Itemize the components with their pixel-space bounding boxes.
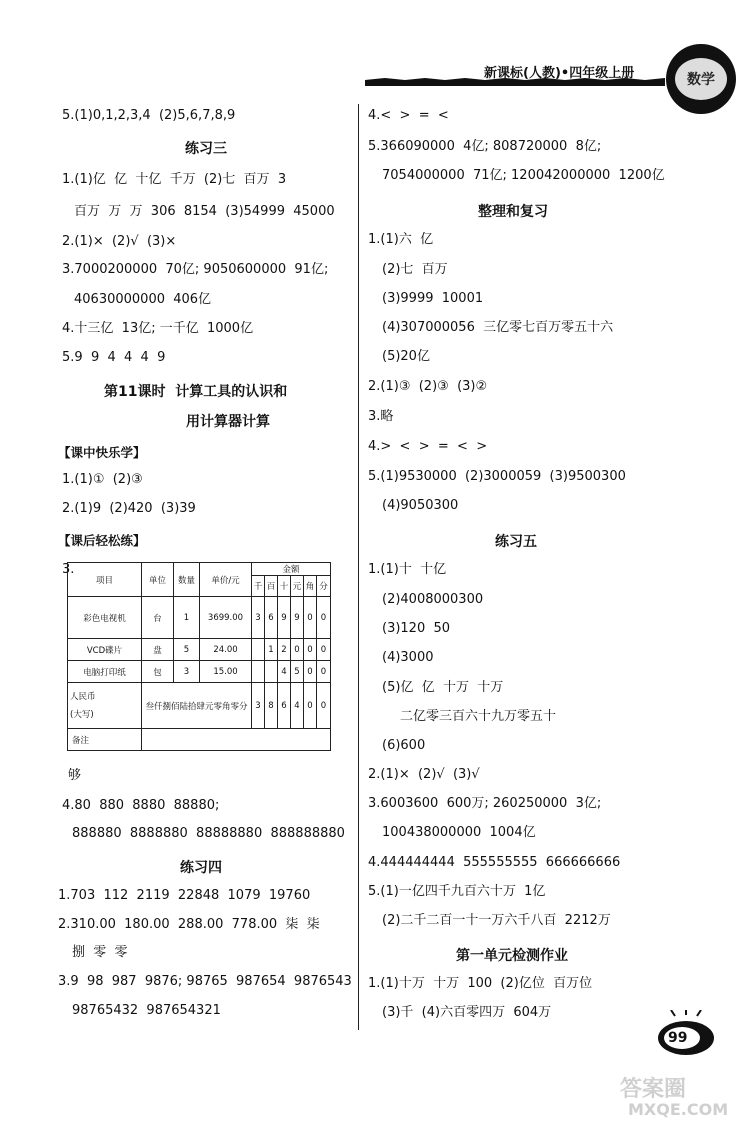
col-header-price: 单价/元 — [200, 563, 252, 597]
rmb-label: 人民币 — [70, 691, 96, 702]
table-cell-digit: 0 — [304, 661, 317, 683]
table-cell-digit: 9 — [278, 597, 291, 639]
answer-line: 7054000000 71亿; 120042000000 1200亿 — [382, 168, 665, 183]
table-cell-digit — [265, 661, 278, 683]
lesson-heading: 第11课时 计算工具的认识和 — [104, 384, 288, 400]
total-digit: 3 — [252, 683, 265, 729]
table-cell-digit: 0 — [317, 597, 331, 639]
answer-line: 1.(1)十 十亿 — [368, 562, 447, 577]
table-cell-digit: 0 — [291, 639, 304, 661]
column-divider — [358, 104, 359, 1030]
total-digit: 6 — [278, 683, 291, 729]
answer-line: (4)307000056 三亿零七百万零五十六 — [382, 320, 614, 335]
answer-line: 3.9 98 987 9876; 98765 987654 9876543 — [58, 974, 352, 989]
digit-header: 元 — [291, 576, 304, 597]
table-cell-digit: 0 — [317, 639, 331, 661]
table-cell-price: 24.00 — [200, 639, 252, 661]
total-digit: 0 — [317, 683, 331, 729]
answer-line: 4.< > = < — [368, 108, 449, 123]
lesson-heading: 用计算器计算 — [186, 414, 270, 430]
col-header-amount: 金额 — [252, 563, 331, 576]
table-cell-price: 15.00 — [200, 661, 252, 683]
table-cell-digit: 3 — [252, 597, 265, 639]
answer-line: (2)七 百万 — [382, 262, 448, 277]
book-title: 新课标(人教)•四年级上册 — [484, 66, 635, 81]
col-header-qty: 数量 — [174, 563, 200, 597]
answer-line: 5.(1)0,1,2,3,4 (2)5,6,7,8,9 — [62, 108, 236, 123]
table-cell-qty: 1 — [174, 597, 200, 639]
table-cell-item: 彩色电视机 — [68, 597, 142, 639]
note-label: 备注 — [68, 729, 142, 751]
answer-line: 5.9 9 4 4 4 9 — [62, 350, 166, 365]
invoice-table — [67, 562, 331, 751]
answer-line: 4.80 880 8880 88880; — [62, 798, 220, 813]
math-badge — [666, 44, 736, 114]
table-cell-digit: 6 — [265, 597, 278, 639]
col-header-unit: 单位 — [142, 563, 174, 597]
rmb-label-cell — [68, 683, 142, 729]
total-digit: 8 — [265, 683, 278, 729]
answer-line: 1.(1)十万 十万 100 (2)亿位 百万位 — [368, 976, 593, 991]
table-cell-unit: 包 — [142, 661, 174, 683]
answer-line: 40630000000 406亿 — [74, 292, 212, 307]
answer-line: 3.6003600 600万; 260250000 3亿; — [368, 796, 602, 811]
subsection-label: 【课后轻松练】 — [58, 533, 146, 548]
answer-line: 2.(1)× (2)√ (3)√ — [368, 767, 480, 782]
answer-line: 1.(1)亿 亿 十亿 千万 (2)七 百万 3 — [62, 172, 287, 187]
answer-line: (3)120 50 — [382, 621, 451, 636]
table-cell-digit: 0 — [304, 639, 317, 661]
answer-line: 5.(1)一亿四千九百六十万 1亿 — [368, 884, 546, 899]
answer-line: 2.(1)9 (2)420 (3)39 — [62, 501, 196, 516]
answer-line: 100438000000 1004亿 — [382, 825, 536, 840]
rmb-capital-amount: 叁仟捌佰陆拾肆元零角零分 — [142, 683, 252, 729]
answer-line: 4.十三亿 13亿; 一千亿 1000亿 — [62, 321, 254, 336]
answer-line: 2.(1)× (2)√ (3)× — [62, 234, 177, 249]
answer-line: 4.444444444 555555555 666666666 — [368, 855, 621, 870]
table-cell-unit: 台 — [142, 597, 174, 639]
section-heading: 练习五 — [495, 534, 537, 550]
digit-header: 分 — [317, 576, 331, 597]
total-digit: 4 — [291, 683, 304, 729]
answer-line: 5.366090000 4亿; 808720000 8亿; — [368, 139, 602, 154]
table-cell-digit — [252, 661, 265, 683]
answer-line: 够 — [68, 768, 82, 783]
table-cell-digit — [252, 639, 265, 661]
answer-line: (3)千 (4)六百零四万 604万 — [382, 1005, 552, 1020]
table-cell-digit: 9 — [291, 597, 304, 639]
section-heading: 整理和复习 — [478, 204, 548, 220]
watermark-url: MXQE.COM — [628, 1100, 729, 1119]
answer-line: 3.7000200000 70亿; 9050600000 91亿; — [62, 262, 329, 277]
answer-line: (4)9050300 — [382, 498, 459, 513]
answer-line: (2)二千二百一十一万六千八百 2212万 — [382, 913, 611, 928]
answer-line: 1.(1)六 亿 — [368, 232, 434, 247]
digit-header: 百 — [265, 576, 278, 597]
answer-line: 二亿零三百六十九万零五十 — [400, 709, 557, 724]
answer-line: (5)20亿 — [382, 349, 430, 364]
answer-line: 4.> < > = < > — [368, 439, 488, 454]
answer-line: 5.(1)9530000 (2)3000059 (3)9500300 — [368, 469, 626, 484]
answer-line: 百万 万 万 306 8154 (3)54999 45000 — [74, 204, 335, 219]
subsection-label: 【课中快乐学】 — [58, 445, 146, 460]
answer-line: 1.(1)① (2)③ — [62, 472, 143, 487]
watermark-logo: 答案圈 — [620, 1077, 687, 1102]
answer-line: (4)3000 — [382, 650, 434, 665]
table-cell-digit: 5 — [291, 661, 304, 683]
answer-line: (6)600 — [382, 738, 426, 753]
digit-header: 角 — [304, 576, 317, 597]
table-cell-qty: 3 — [174, 661, 200, 683]
page-number: 99 — [668, 1030, 688, 1046]
badge-label: 数学 — [675, 58, 727, 100]
table-cell-digit: 1 — [265, 639, 278, 661]
section-heading: 第一单元检测作业 — [456, 948, 568, 964]
answer-line: (2)4008000300 — [382, 592, 484, 607]
answer-line: 3. — [62, 562, 75, 577]
digit-header: 十 — [278, 576, 291, 597]
rmb-label-sub: (大写) — [70, 709, 94, 720]
total-digit: 0 — [304, 683, 317, 729]
answer-line: 98765432 987654321 — [72, 1003, 221, 1018]
table-cell-digit: 4 — [278, 661, 291, 683]
table-cell-item: 电脑打印纸 — [68, 661, 142, 683]
table-cell-qty: 5 — [174, 639, 200, 661]
table-cell-price: 3699.00 — [200, 597, 252, 639]
table-cell-digit: 0 — [304, 597, 317, 639]
note-cell — [142, 729, 331, 751]
answer-line: 捌 零 零 — [72, 945, 128, 960]
table-cell-item: VCD碟片 — [68, 639, 142, 661]
answer-line: 2.310.00 180.00 288.00 778.00 柒 柒 — [58, 917, 320, 932]
section-heading: 练习三 — [185, 141, 227, 157]
table-cell-digit: 0 — [317, 661, 331, 683]
table-cell-digit: 2 — [278, 639, 291, 661]
answer-line: 2.(1)③ (2)③ (3)② — [368, 379, 488, 394]
col-header-item: 项目 — [68, 563, 142, 597]
answer-line: (3)9999 10001 — [382, 291, 484, 306]
table-cell-unit: 盘 — [142, 639, 174, 661]
answer-line: 888880 8888880 88888880 888888880 — [72, 826, 345, 841]
section-heading: 练习四 — [180, 860, 222, 876]
digit-header: 千 — [252, 576, 265, 597]
answer-line: (5)亿 亿 十万 十万 — [382, 680, 504, 695]
answer-line: 1.703 112 2119 22848 1079 19760 — [58, 888, 311, 903]
answer-line: 3.略 — [368, 409, 394, 424]
